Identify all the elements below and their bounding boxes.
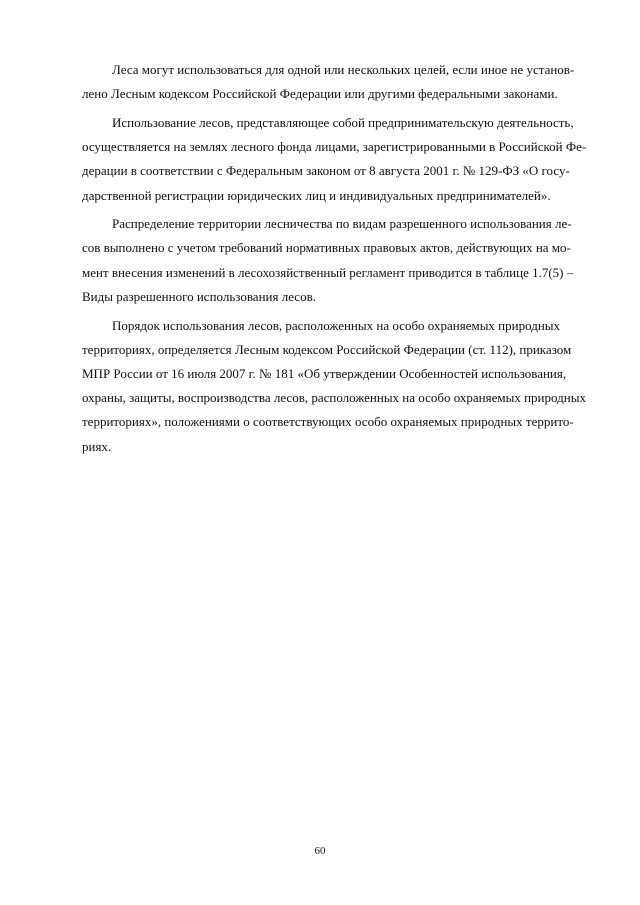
text-line: Виды разрешенного использования лесов.	[82, 288, 316, 304]
page-number: 60	[314, 845, 326, 857]
text-line: Использование лесов, представляющее собой предпринимательскую деятельность,	[112, 114, 574, 130]
text-line: территориях», положениями о соответствующих особо охраняемых природных террито-	[82, 414, 574, 430]
text-line: дерации в соответствии с Федеральным законом от 8 августа 2001 г. № 129-ФЗ «О госу-	[82, 163, 570, 179]
text-line: мент внесения изменений в лесохозяйственный регламент приводится в таблице 1.7(5) –	[82, 264, 574, 280]
text-line: охраны, защиты, воспроизводства лесов, расположенных на особо охраняемых природных	[82, 390, 586, 406]
text-line: Порядок использования лесов, расположенных на особо охраняемых природных	[112, 317, 561, 333]
paragraph-protected-territories	[82, 314, 586, 459]
text-line: сов выполнено с учетом требований нормативных правовых актов, действующих на мо-	[82, 240, 571, 256]
paragraph-entrepreneurial-use	[82, 111, 587, 208]
text-line: лено Лесным кодексом Российской Федерации или другими федеральными законами.	[82, 86, 558, 102]
paragraph-territory-distribution	[82, 212, 574, 309]
paragraph-forest-purposes	[82, 58, 575, 106]
text-line: Распределение территории лесничества по видам разрешенного использования ле-	[112, 216, 572, 232]
text-line: территориях, определяется Лесным кодексом Российской Федерации (ст. 112), приказом	[82, 341, 572, 357]
text-line: МПР России от 16 июля 2007 г. № 181 «Об утверждении Особенностей использования,	[82, 365, 567, 381]
body-text	[82, 58, 587, 463]
text-line: дарственной регистрации юридических лиц и индивидуальных предпринимателей».	[82, 187, 551, 203]
text-line: риях.	[82, 438, 112, 454]
text-line: осуществляется на землях лесного фонда лицами, зарегистрированными в Российской Фе-	[82, 139, 587, 155]
text-line: Леса могут использоваться для одной или нескольких целей, если иное не установ-	[112, 62, 575, 77]
